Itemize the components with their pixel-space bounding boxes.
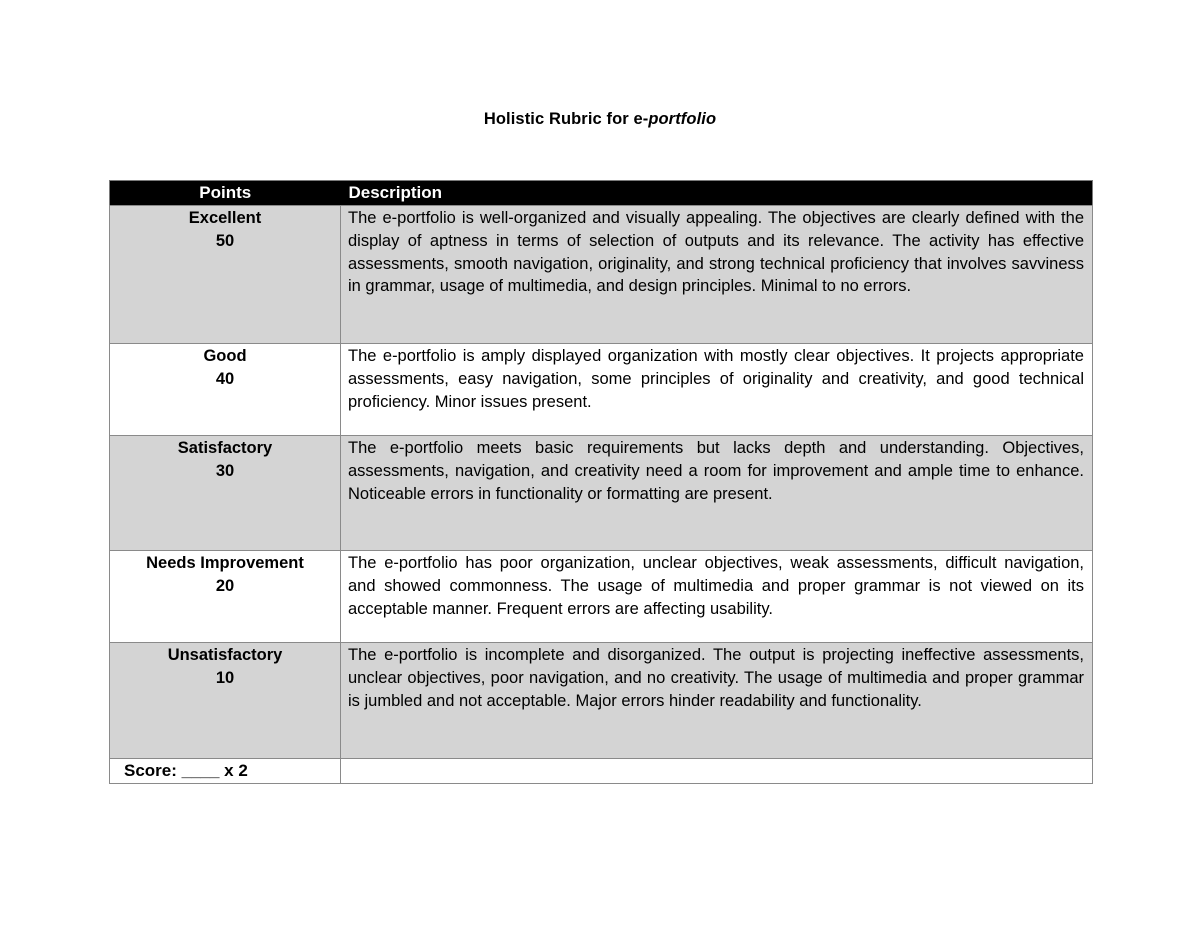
rubric-table	[109, 180, 1093, 784]
description-cell: The e-portfolio is well-organized and visually appealing. The objectives are clearly defined with the display of aptness in terms of selection of outputs and its relevance. The activity has effective assessments, smooth navigation, originality, and strong technical proficiency that involves savviness in grammar, usage of multimedia, and design principles. Minimal to no errors.	[341, 206, 1093, 344]
description-header: Description	[341, 181, 1093, 206]
rubric-row-satisfactory	[110, 436, 1093, 551]
points-cell	[110, 436, 341, 551]
points-cell	[110, 344, 341, 436]
rubric-row-unsatisfactory	[110, 643, 1093, 759]
description-cell: The e-portfolio meets basic requirements but lacks depth and understanding. Objectives, assessments, navigation, and creativity need a room for improvement and ample time to enhance. Noticeable errors in functionality or formatting are present.	[341, 436, 1093, 551]
rubric-row-good	[110, 344, 1093, 436]
rubric-row-excellent	[110, 206, 1093, 344]
score-label: Score: ____ x 2	[110, 759, 341, 784]
title-prefix: Holistic Rubric for e-	[483, 110, 649, 128]
points-value: 50	[215, 231, 235, 250]
level-label: Satisfactory	[177, 439, 273, 457]
document-title	[0, 110, 1200, 129]
rubric-row-needs-improvement	[110, 551, 1093, 643]
points-value: 20	[215, 576, 235, 595]
description-cell: The e-portfolio is amply displayed organization with mostly clear objectives. It projects appropriate assessments, easy navigation, some principles of originality and creativity, and good technical proficiency. Minor issues present.	[341, 344, 1093, 436]
description-cell: The e-portfolio has poor organization, unclear objectives, weak assessments, difficult navigation, and showed commonness. The usage of multimedia and proper grammar is not viewed on its acceptable manner. Frequent errors are affecting usability.	[341, 551, 1093, 643]
points-header: Points	[110, 181, 341, 206]
points-cell	[110, 206, 341, 344]
points-cell	[110, 643, 341, 759]
level-label: Needs Improvement	[146, 554, 304, 572]
points-value: 30	[215, 461, 235, 480]
points-value: 40	[215, 369, 235, 388]
level-label: Unsatisfactory	[167, 646, 283, 664]
header-row	[110, 181, 1093, 206]
points-value: 10	[215, 668, 235, 687]
description-cell: The e-portfolio is incomplete and disorganized. The output is projecting ineffective assessments, unclear objectives, poor navigation, and no creativity. The usage of multimedia and proper grammar is jumbled and not acceptable. Major errors hinder readability and functionality.	[341, 643, 1093, 759]
score-row	[110, 759, 1093, 784]
level-label: Good	[203, 347, 247, 365]
score-value-cell	[341, 759, 1093, 784]
points-cell	[110, 551, 341, 643]
title-italic: portfolio	[648, 110, 717, 128]
level-label: Excellent	[188, 209, 262, 227]
